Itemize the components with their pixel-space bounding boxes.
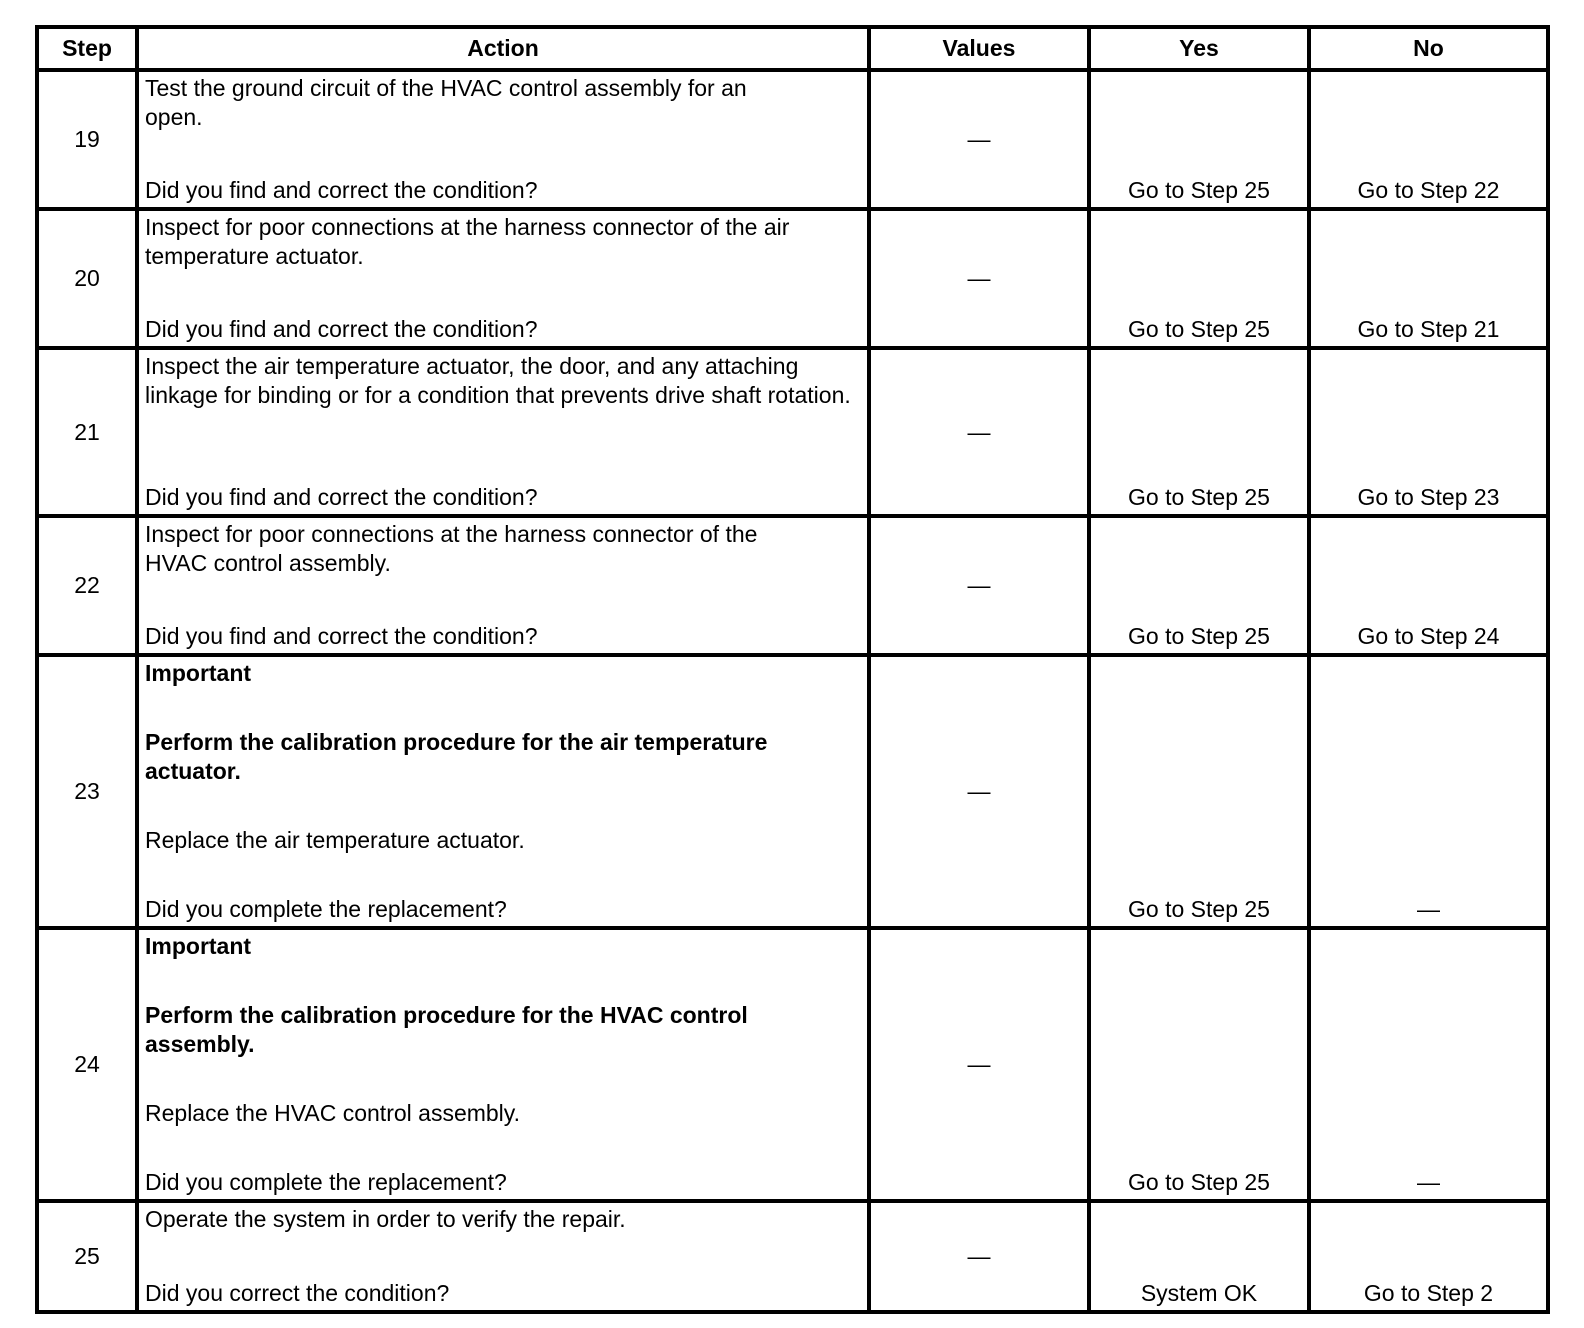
values-cell: —: [869, 928, 1089, 1201]
action-text: Replace the air temperature actuator.: [145, 827, 525, 853]
yes-cell: Go to Step 25: [1089, 516, 1309, 655]
action-text: Replace the HVAC control assembly.: [145, 1100, 520, 1126]
table-row: [37, 928, 1548, 1201]
table-row: [37, 348, 1548, 516]
header-action: Action: [137, 27, 869, 70]
action-question: Did you find and correct the condition?: [145, 316, 538, 342]
important-label: Important: [145, 660, 252, 686]
header-row: [37, 27, 1548, 70]
values-cell: —: [869, 348, 1089, 516]
step-number: 22: [37, 516, 137, 655]
no-cell: Go to Step 23: [1309, 348, 1548, 516]
header-no: No: [1309, 27, 1548, 70]
yes-cell: Go to Step 25: [1089, 348, 1309, 516]
step-number: 25: [37, 1201, 137, 1312]
yes-cell: Go to Step 25: [1089, 209, 1309, 348]
no-cell: —: [1309, 655, 1548, 928]
step-number: 20: [37, 209, 137, 348]
header-step: Step: [37, 27, 137, 70]
action-cell: [137, 655, 869, 928]
yes-cell: Go to Step 25: [1089, 655, 1309, 928]
action-cell: [137, 928, 869, 1201]
step-number: 23: [37, 655, 137, 928]
action-text: Inspect for poor connections at the harness connector of the air temperature actuator.: [145, 214, 790, 269]
no-cell: —: [1309, 928, 1548, 1201]
no-cell: Go to Step 21: [1309, 209, 1548, 348]
action-cell: [137, 70, 869, 209]
values-cell: —: [869, 1201, 1089, 1312]
action-question: Did you correct the condition?: [145, 1280, 450, 1306]
important-label: Important: [145, 933, 252, 959]
action-text: Operate the system in order to verify the repair.: [145, 1206, 626, 1232]
values-cell: —: [869, 209, 1089, 348]
important-note: Perform the calibration procedure for the air temperature actuator.: [145, 729, 768, 784]
action-cell: [137, 209, 869, 348]
action-question: Did you complete the replacement?: [145, 896, 507, 922]
action-question: Did you find and correct the condition?: [145, 177, 538, 203]
action-question: Did you complete the replacement?: [145, 1169, 507, 1195]
step-number: 19: [37, 70, 137, 209]
header-yes: Yes: [1089, 27, 1309, 70]
table-row: [37, 1201, 1548, 1312]
action-cell: [137, 1201, 869, 1312]
action-text: Inspect for poor connections at the harness connector of the HVAC control assembly.: [145, 521, 758, 576]
action-cell: [137, 348, 869, 516]
table-row: [37, 70, 1548, 209]
action-question: Did you find and correct the condition?: [145, 623, 538, 649]
action-cell: [137, 516, 869, 655]
no-cell: Go to Step 2: [1309, 1201, 1548, 1312]
values-cell: —: [869, 516, 1089, 655]
step-number: 21: [37, 348, 137, 516]
diagnostic-table: [35, 25, 1550, 1314]
header-values: Values: [869, 27, 1089, 70]
values-cell: —: [869, 655, 1089, 928]
table-row: [37, 209, 1548, 348]
yes-cell: Go to Step 25: [1089, 928, 1309, 1201]
action-question: Did you find and correct the condition?: [145, 484, 538, 510]
table-row: [37, 655, 1548, 928]
no-cell: Go to Step 22: [1309, 70, 1548, 209]
table-row: [37, 516, 1548, 655]
action-text: Inspect the air temperature actuator, the door, and any attaching linkage for binding or for a condition that prevents drive shaft rotation.: [145, 353, 851, 408]
values-cell: —: [869, 70, 1089, 209]
yes-cell: System OK: [1089, 1201, 1309, 1312]
action-text: Test the ground circuit of the HVAC control assembly for an open.: [145, 75, 747, 130]
step-number: 24: [37, 928, 137, 1201]
no-cell: Go to Step 24: [1309, 516, 1548, 655]
yes-cell: Go to Step 25: [1089, 70, 1309, 209]
important-note: Perform the calibration procedure for the HVAC control assembly.: [145, 1002, 748, 1057]
